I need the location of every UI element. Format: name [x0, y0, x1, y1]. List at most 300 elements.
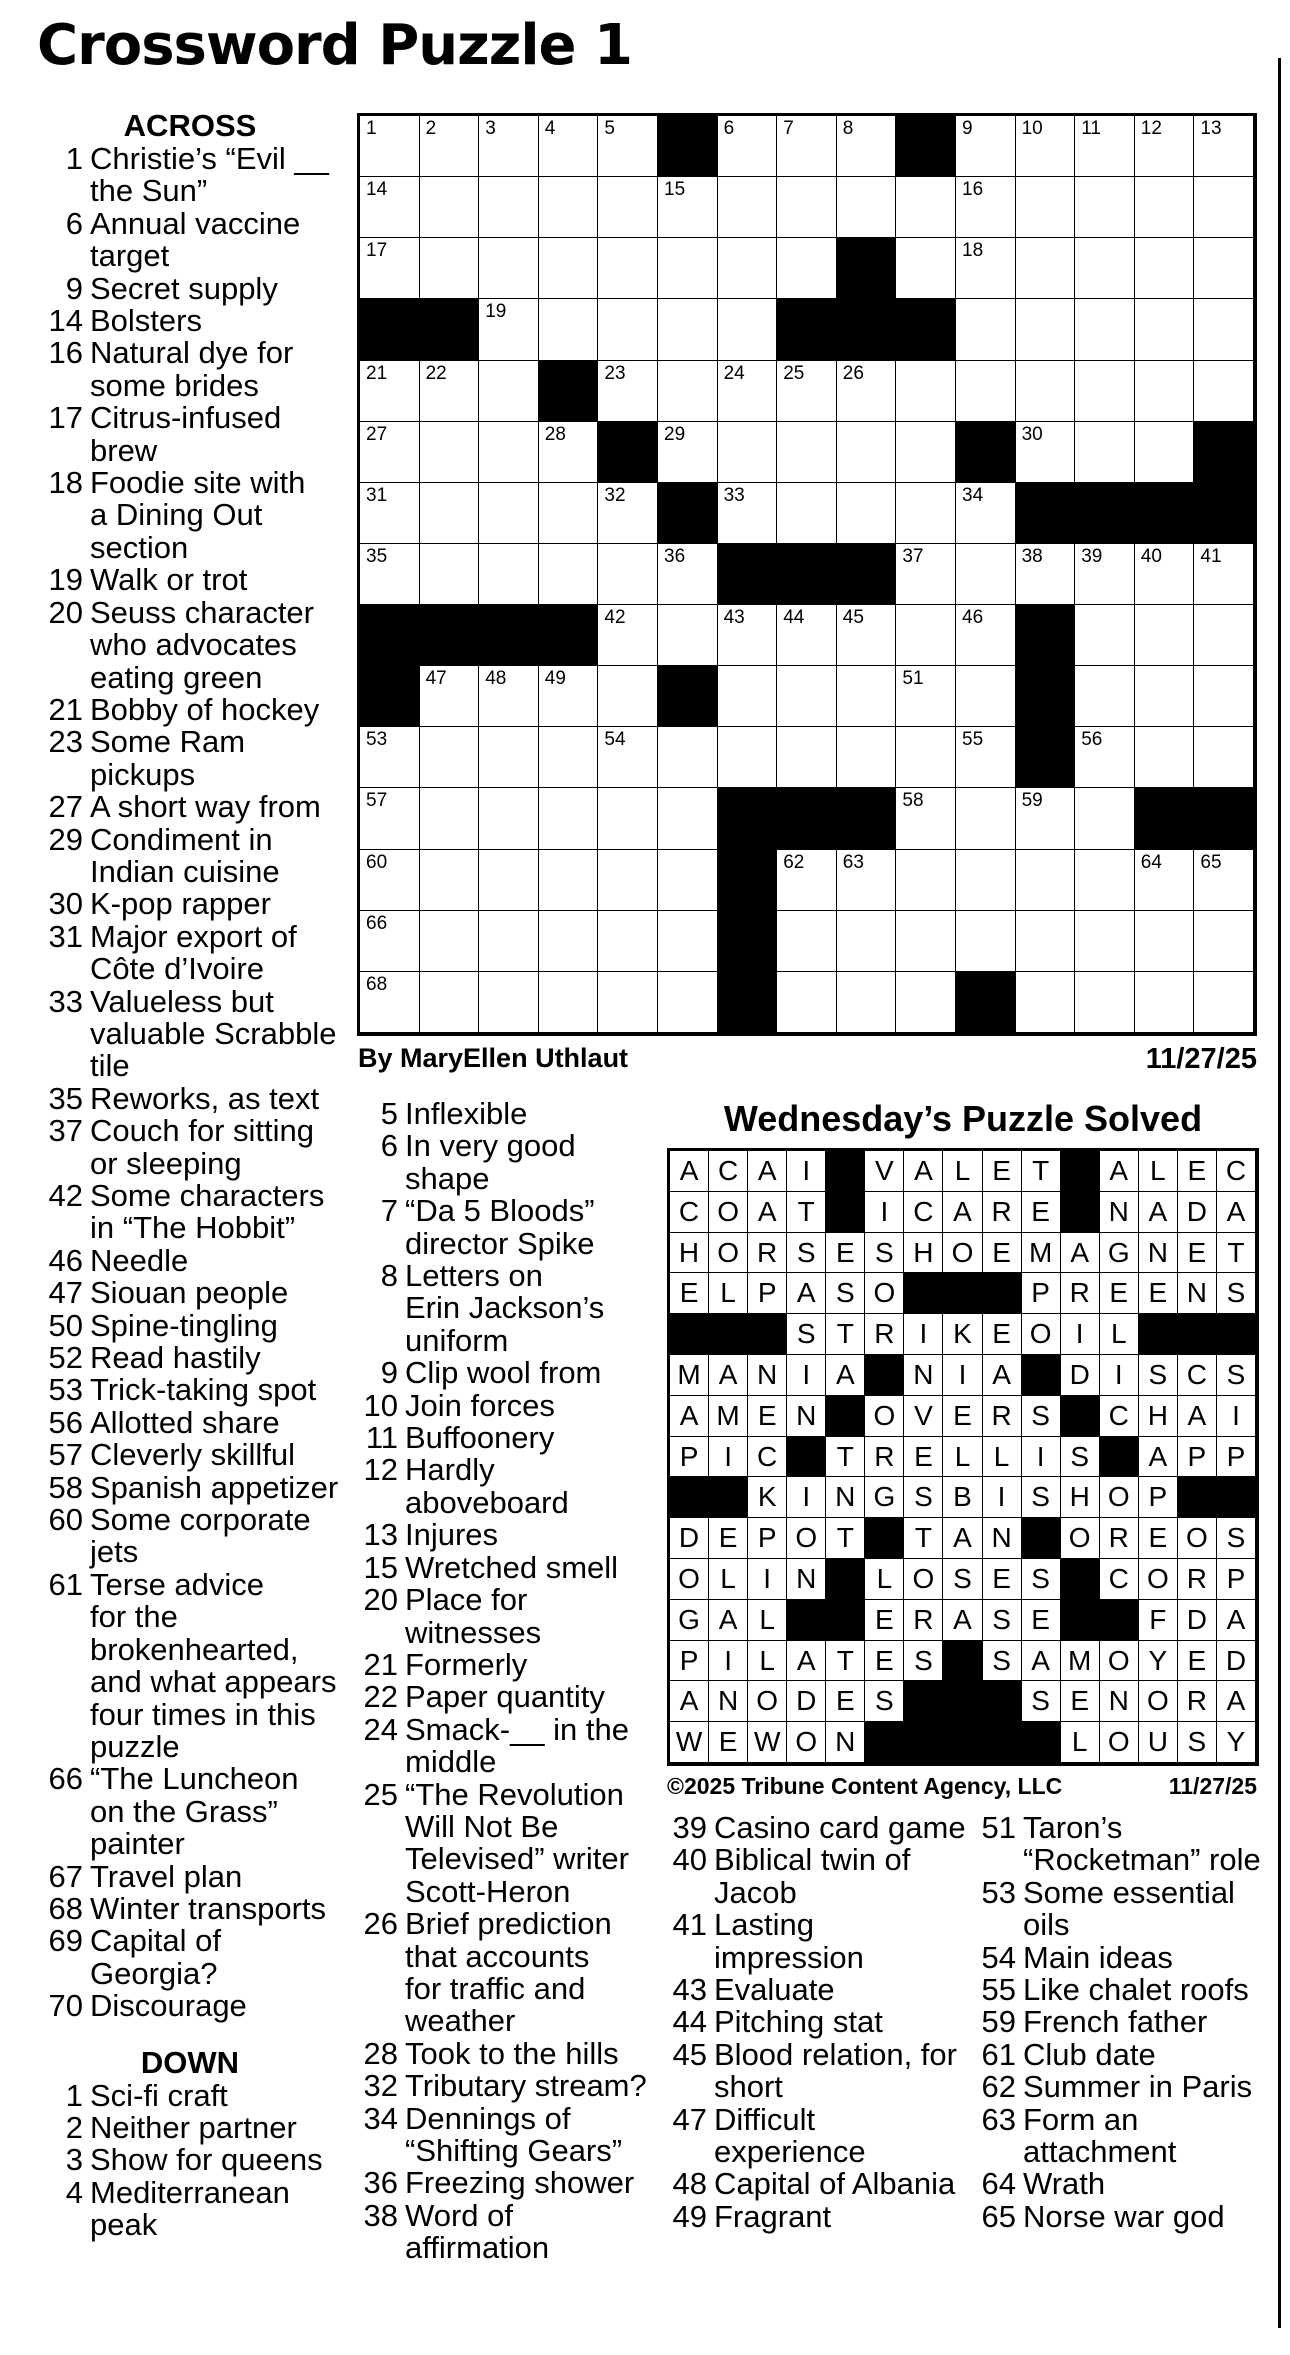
solved-title: Wednesday’s Puzzle Solved — [723, 1098, 1203, 1139]
grid-cell[interactable] — [1016, 788, 1076, 849]
grid-cell[interactable] — [539, 972, 599, 1033]
grid-cell[interactable] — [718, 422, 778, 483]
grid-cell[interactable] — [718, 666, 778, 727]
grid-cell[interactable] — [777, 605, 837, 666]
clue-text-line: Clip wool from — [405, 1355, 602, 1391]
grid-cell[interactable] — [539, 177, 599, 238]
clue-down_col2-6 — [355, 1130, 655, 1195]
grid-cell[interactable] — [896, 483, 956, 544]
grid-cell[interactable] — [658, 850, 718, 911]
grid-cell[interactable] — [658, 727, 718, 788]
grid-cell[interactable] — [1016, 972, 1076, 1033]
solved-letter: O — [904, 1559, 943, 1600]
solved-letter: S — [1217, 1273, 1256, 1314]
clue-number: 37 — [48, 1113, 83, 1149]
grid-cell[interactable] — [598, 605, 658, 666]
grid-cell[interactable] — [956, 788, 1016, 849]
grid-cell[interactable] — [1075, 299, 1135, 360]
grid-cell[interactable] — [837, 850, 897, 911]
grid-cell[interactable] — [1194, 972, 1254, 1033]
grid-cell[interactable] — [1194, 238, 1254, 299]
clue-across-27 — [40, 791, 340, 823]
grid-cell[interactable] — [420, 788, 480, 849]
grid-cell[interactable] — [598, 238, 658, 299]
grid-cell[interactable] — [360, 238, 420, 299]
grid-cell[interactable] — [837, 483, 897, 544]
grid-cell[interactable] — [598, 299, 658, 360]
grid-cell[interactable] — [1135, 361, 1195, 422]
clue-text-line: Spine-tingling — [90, 1307, 278, 1343]
grid-cell[interactable] — [777, 911, 837, 972]
grid-cell[interactable] — [1016, 544, 1076, 605]
grid-cell[interactable] — [1194, 666, 1254, 727]
grid-cell[interactable] — [360, 972, 420, 1033]
clue-across-68 — [40, 1890, 340, 1926]
grid-cell[interactable] — [598, 544, 658, 605]
grid-cell[interactable] — [777, 361, 837, 422]
grid-cell[interactable] — [479, 361, 539, 422]
grid-cell[interactable] — [956, 177, 1016, 238]
solved-black-square — [1178, 1477, 1217, 1518]
clue-number: 46 — [48, 1242, 83, 1278]
grid-cell-number: 5 — [604, 118, 615, 139]
solved-letter: E — [1178, 1233, 1217, 1274]
grid-cell[interactable] — [1016, 850, 1076, 911]
grid-cell[interactable] — [1016, 911, 1076, 972]
clue-text-line: for traffic and — [405, 1970, 586, 2006]
clue-text-line: Terse advice — [90, 1566, 265, 1602]
solved-letter: C — [1100, 1559, 1139, 1600]
grid-cell[interactable] — [539, 299, 599, 360]
grid-cell[interactable] — [539, 483, 599, 544]
grid-cell[interactable] — [777, 483, 837, 544]
solved-letter: Y — [1217, 1722, 1256, 1763]
grid-cell[interactable] — [1075, 727, 1135, 788]
grid-cell[interactable] — [896, 850, 956, 911]
grid-cell[interactable] — [598, 116, 658, 177]
grid-cell[interactable] — [420, 850, 480, 911]
grid-cell[interactable] — [420, 911, 480, 972]
grid-cell[interactable] — [837, 666, 897, 727]
grid-cell[interactable] — [1194, 299, 1254, 360]
solved-letter: L — [865, 1559, 904, 1600]
clue-text-line: Form an — [1023, 2101, 1139, 2137]
solved-letter: E — [1022, 1600, 1061, 1641]
solved-letter: E — [709, 1722, 748, 1763]
grid-cell[interactable] — [1135, 422, 1195, 483]
clue-text-line: Bobby of hockey — [90, 691, 320, 727]
grid-cell[interactable] — [718, 116, 778, 177]
grid-cell[interactable] — [420, 177, 480, 238]
grid-cell[interactable] — [360, 177, 420, 238]
grid-cell[interactable] — [956, 605, 1016, 666]
grid-cell[interactable] — [896, 911, 956, 972]
grid-cell[interactable] — [777, 177, 837, 238]
grid-cell[interactable] — [479, 483, 539, 544]
grid-cell[interactable] — [598, 361, 658, 422]
grid-cell[interactable] — [479, 850, 539, 911]
grid-cell[interactable] — [1075, 544, 1135, 605]
grid-cell[interactable] — [1194, 605, 1254, 666]
clue-number: 12 — [363, 1452, 398, 1488]
grid-cell[interactable] — [479, 544, 539, 605]
clue-text-line: affirmation — [405, 2230, 550, 2266]
crossword-grid[interactable] — [357, 113, 1257, 1036]
grid-cell[interactable] — [598, 850, 658, 911]
grid-cell[interactable] — [1075, 361, 1135, 422]
solved-black-square — [670, 1477, 709, 1518]
grid-cell[interactable] — [658, 544, 718, 605]
clue-number: 20 — [363, 1582, 398, 1618]
grid-cell[interactable] — [420, 238, 480, 299]
grid-cell[interactable] — [1075, 972, 1135, 1033]
clue-text-line: director Spike — [405, 1225, 595, 1261]
grid-cell[interactable] — [1016, 238, 1076, 299]
solved-letter: H — [1139, 1396, 1178, 1437]
grid-cell[interactable] — [539, 116, 599, 177]
clue-number: 49 — [672, 2198, 707, 2234]
grid-cell[interactable] — [420, 361, 480, 422]
grid-cell[interactable] — [420, 483, 480, 544]
grid-black-square — [1194, 788, 1254, 849]
grid-cell[interactable] — [1135, 544, 1195, 605]
grid-cell[interactable] — [1075, 422, 1135, 483]
solved-letter: E — [1139, 1273, 1178, 1314]
clue-text-line: Show for queens — [90, 2142, 323, 2178]
down-clue-list-1 — [40, 2077, 340, 2243]
grid-cell[interactable] — [956, 850, 1016, 911]
grid-cell[interactable] — [718, 177, 778, 238]
grid-cell[interactable] — [1075, 788, 1135, 849]
clue-text-line: Lasting — [714, 1907, 814, 1943]
grid-cell[interactable] — [837, 972, 897, 1033]
grid-cell[interactable] — [1075, 238, 1135, 299]
grid-cell[interactable] — [658, 177, 718, 238]
clue-text-line: attachment — [1023, 2134, 1177, 2170]
solved-letter: A — [1217, 1600, 1256, 1641]
grid-cell[interactable] — [360, 361, 420, 422]
grid-cell[interactable] — [420, 666, 480, 727]
grid-cell-number: 41 — [1200, 545, 1222, 567]
grid-cell[interactable] — [658, 605, 718, 666]
grid-cell[interactable] — [956, 727, 1016, 788]
grid-cell[interactable] — [658, 361, 718, 422]
grid-cell[interactable] — [360, 544, 420, 605]
clue-text-line: Some essential — [1023, 1874, 1235, 1910]
grid-cell[interactable] — [896, 605, 956, 666]
grid-cell[interactable] — [1135, 911, 1195, 972]
clue-down_col4-55 — [973, 1974, 1273, 2006]
grid-cell[interactable] — [956, 911, 1016, 972]
grid-cell[interactable] — [777, 727, 837, 788]
grid-cell[interactable] — [658, 422, 718, 483]
solved-letter: S — [1022, 1559, 1061, 1600]
grid-cell-number: 62 — [783, 851, 805, 873]
grid-cell-number: 64 — [1140, 851, 1162, 873]
grid-cell[interactable] — [1135, 666, 1195, 727]
grid-cell[interactable] — [837, 361, 897, 422]
grid-cell[interactable] — [479, 727, 539, 788]
solved-letter: C — [1100, 1396, 1139, 1437]
solved-letter: N — [904, 1355, 943, 1396]
grid-cell-number: 16 — [962, 179, 984, 201]
grid-cell[interactable] — [1075, 177, 1135, 238]
grid-cell[interactable] — [718, 238, 778, 299]
grid-cell[interactable] — [896, 544, 956, 605]
grid-cell[interactable] — [539, 788, 599, 849]
grid-cell[interactable] — [837, 911, 897, 972]
grid-cell[interactable] — [420, 544, 480, 605]
grid-cell[interactable] — [539, 727, 599, 788]
grid-cell[interactable] — [360, 911, 420, 972]
grid-cell[interactable] — [479, 422, 539, 483]
copyright-date: 11/27/25 — [1168, 1773, 1257, 1799]
grid-cell[interactable] — [658, 299, 718, 360]
solved-black-square — [1217, 1314, 1256, 1355]
clue-down_col4-51 — [973, 1812, 1273, 1877]
grid-cell[interactable] — [896, 422, 956, 483]
grid-cell[interactable] — [598, 483, 658, 544]
grid-cell[interactable] — [837, 605, 897, 666]
grid-cell[interactable] — [956, 299, 1016, 360]
grid-black-square — [658, 483, 718, 544]
grid-cell[interactable] — [1016, 299, 1076, 360]
solved-letter: E — [1061, 1681, 1100, 1722]
grid-cell[interactable] — [658, 972, 718, 1033]
grid-black-square — [360, 299, 420, 360]
clue-text-line: Travel plan — [90, 1858, 243, 1894]
clue-number: 42 — [48, 1178, 83, 1213]
solved-letter: G — [670, 1600, 709, 1641]
grid-cell[interactable] — [896, 666, 956, 727]
clue-down_col2-24 — [355, 1711, 655, 1780]
grid-cell[interactable] — [1075, 850, 1135, 911]
grid-cell[interactable] — [1016, 422, 1076, 483]
grid-cell[interactable] — [1135, 299, 1195, 360]
grid-cell[interactable] — [896, 238, 956, 299]
solved-letter: E — [826, 1681, 865, 1722]
grid-cell[interactable] — [896, 177, 956, 238]
grid-cell[interactable] — [896, 972, 956, 1033]
grid-cell[interactable] — [479, 238, 539, 299]
grid-cell[interactable] — [1194, 850, 1254, 911]
grid-cell[interactable] — [1075, 605, 1135, 666]
clue-number: 1 — [65, 2077, 83, 2113]
grid-cell[interactable] — [539, 238, 599, 299]
grid-cell[interactable] — [1194, 177, 1254, 238]
grid-cell[interactable] — [539, 422, 599, 483]
grid-cell[interactable] — [956, 544, 1016, 605]
grid-cell[interactable] — [718, 605, 778, 666]
grid-cell[interactable] — [539, 666, 599, 727]
clue-text-line: Televised” writer — [405, 1841, 629, 1877]
grid-cell[interactable] — [420, 727, 480, 788]
clue-number: 51 — [981, 1810, 1016, 1845]
grid-cell[interactable] — [658, 788, 718, 849]
grid-cell[interactable] — [479, 972, 539, 1033]
grid-cell[interactable] — [1016, 361, 1076, 422]
grid-cell[interactable] — [1135, 116, 1195, 177]
grid-cell[interactable] — [479, 116, 539, 177]
solved-letter: I — [1061, 1314, 1100, 1355]
clue-text-line: Join forces — [405, 1387, 555, 1423]
grid-cell[interactable] — [777, 238, 837, 299]
grid-cell[interactable] — [1194, 116, 1254, 177]
grid-cell[interactable] — [837, 116, 897, 177]
solved-letter: A — [1061, 1233, 1100, 1274]
grid-cell[interactable] — [956, 483, 1016, 544]
grid-cell-number: 12 — [1140, 118, 1162, 139]
grid-cell[interactable] — [360, 727, 420, 788]
grid-cell[interactable] — [1135, 605, 1195, 666]
grid-cell[interactable] — [777, 850, 837, 911]
grid-cell[interactable] — [360, 483, 420, 544]
solved-letter: P — [670, 1437, 709, 1478]
clue-text-line: and what appears — [90, 1664, 337, 1700]
grid-cell[interactable] — [360, 788, 420, 849]
grid-cell[interactable] — [896, 788, 956, 849]
clue-across-42 — [40, 1180, 340, 1245]
grid-cell[interactable] — [598, 666, 658, 727]
grid-cell[interactable] — [479, 299, 539, 360]
grid-cell[interactable] — [1194, 544, 1254, 605]
grid-cell-number: 31 — [366, 484, 388, 506]
clue-number: 30 — [48, 886, 83, 922]
grid-cell[interactable] — [1135, 972, 1195, 1033]
grid-cell[interactable] — [837, 422, 897, 483]
clue-text-line: Wrath — [1023, 2166, 1106, 2202]
solved-letter: D — [1061, 1355, 1100, 1396]
solved-letter: E — [1178, 1151, 1217, 1192]
grid-cell[interactable] — [837, 727, 897, 788]
clue-across-37 — [40, 1115, 340, 1180]
grid-cell[interactable] — [598, 788, 658, 849]
clue-text-line: eating green — [90, 659, 263, 695]
clue-down_col3-44 — [664, 2006, 969, 2038]
clue-text-line: Georgia? — [90, 1955, 218, 1991]
solved-black-square — [826, 1192, 865, 1233]
grid-cell[interactable] — [360, 850, 420, 911]
grid-cell[interactable] — [1135, 238, 1195, 299]
grid-cell[interactable] — [479, 788, 539, 849]
grid-cell[interactable] — [956, 666, 1016, 727]
grid-cell[interactable] — [598, 177, 658, 238]
clue-column-2 — [355, 1098, 655, 2265]
grid-cell[interactable] — [539, 544, 599, 605]
grid-cell[interactable] — [1075, 666, 1135, 727]
grid-cell[interactable] — [479, 666, 539, 727]
clue-number: 57 — [48, 1437, 83, 1473]
grid-cell[interactable] — [777, 972, 837, 1033]
grid-cell[interactable] — [718, 361, 778, 422]
clue-down_col2-12 — [355, 1454, 655, 1519]
solved-letter: S — [1022, 1681, 1061, 1722]
clue-down_col3-40 — [664, 1844, 969, 1909]
solved-letter: C — [904, 1192, 943, 1233]
grid-cell[interactable] — [598, 727, 658, 788]
grid-cell[interactable] — [1135, 727, 1195, 788]
grid-cell[interactable] — [956, 238, 1016, 299]
clue-number: 56 — [48, 1404, 83, 1440]
grid-cell[interactable] — [777, 666, 837, 727]
clue-text-line: Couch for sitting — [90, 1113, 314, 1149]
solved-black-square — [865, 1355, 904, 1396]
clue-text-line: Brief prediction — [405, 1906, 612, 1942]
solved-letter: W — [670, 1722, 709, 1763]
grid-cell[interactable] — [420, 116, 480, 177]
grid-cell[interactable] — [718, 727, 778, 788]
grid-cell[interactable] — [420, 972, 480, 1033]
grid-cell[interactable] — [1194, 727, 1254, 788]
grid-cell[interactable] — [1194, 911, 1254, 972]
grid-cell[interactable] — [479, 177, 539, 238]
grid-cell[interactable] — [718, 483, 778, 544]
clue-text-line: Allotted share — [90, 1404, 280, 1440]
grid-cell[interactable] — [539, 850, 599, 911]
solved-letter: A — [709, 1355, 748, 1396]
grid-cell[interactable] — [539, 911, 599, 972]
grid-cell-number: 60 — [366, 851, 388, 873]
grid-cell[interactable] — [956, 361, 1016, 422]
solved-letter: S — [943, 1559, 982, 1600]
solved-letter: P — [1139, 1477, 1178, 1518]
grid-cell-number: 22 — [425, 362, 447, 384]
grid-cell[interactable] — [1135, 850, 1195, 911]
solved-letter: E — [1178, 1641, 1217, 1682]
clue-text-line: Major export of — [90, 918, 297, 954]
grid-cell[interactable] — [777, 116, 837, 177]
grid-cell[interactable] — [1016, 116, 1076, 177]
grid-cell[interactable] — [360, 116, 420, 177]
solved-black-square — [865, 1518, 904, 1559]
grid-cell[interactable] — [598, 972, 658, 1033]
grid-cell[interactable] — [360, 422, 420, 483]
grid-cell-number: 7 — [783, 118, 794, 139]
grid-black-square — [956, 422, 1016, 483]
grid-black-square — [479, 605, 539, 666]
grid-cell[interactable] — [1016, 177, 1076, 238]
grid-cell[interactable] — [718, 299, 778, 360]
grid-cell[interactable] — [1075, 911, 1135, 972]
grid-cell[interactable] — [598, 911, 658, 972]
grid-cell[interactable] — [956, 116, 1016, 177]
grid-cell[interactable] — [658, 238, 718, 299]
solved-letter: T — [787, 1192, 826, 1233]
grid-cell-number: 2 — [425, 118, 437, 139]
clue-text-line: Inflexible — [405, 1096, 528, 1131]
grid-black-square — [718, 544, 778, 605]
solved-letter: E — [748, 1396, 787, 1437]
grid-cell[interactable] — [896, 361, 956, 422]
grid-cell-number: 4 — [544, 118, 556, 139]
grid-black-square — [420, 605, 480, 666]
grid-cell[interactable] — [1135, 177, 1195, 238]
grid-cell[interactable] — [1194, 361, 1254, 422]
clue-across-61 — [40, 1566, 340, 1764]
solved-letter: O — [1100, 1722, 1139, 1763]
solved-letter: L — [983, 1437, 1022, 1478]
solved-letter: E — [1139, 1518, 1178, 1559]
grid-cell[interactable] — [658, 911, 718, 972]
grid-cell[interactable] — [1075, 116, 1135, 177]
grid-cell[interactable] — [420, 422, 480, 483]
clue-text-line: painter — [90, 1826, 185, 1862]
grid-cell[interactable] — [777, 422, 837, 483]
grid-cell[interactable] — [896, 727, 956, 788]
grid-cell[interactable] — [837, 177, 897, 238]
grid-cell[interactable] — [479, 911, 539, 972]
clue-number: 69 — [48, 1923, 83, 1959]
